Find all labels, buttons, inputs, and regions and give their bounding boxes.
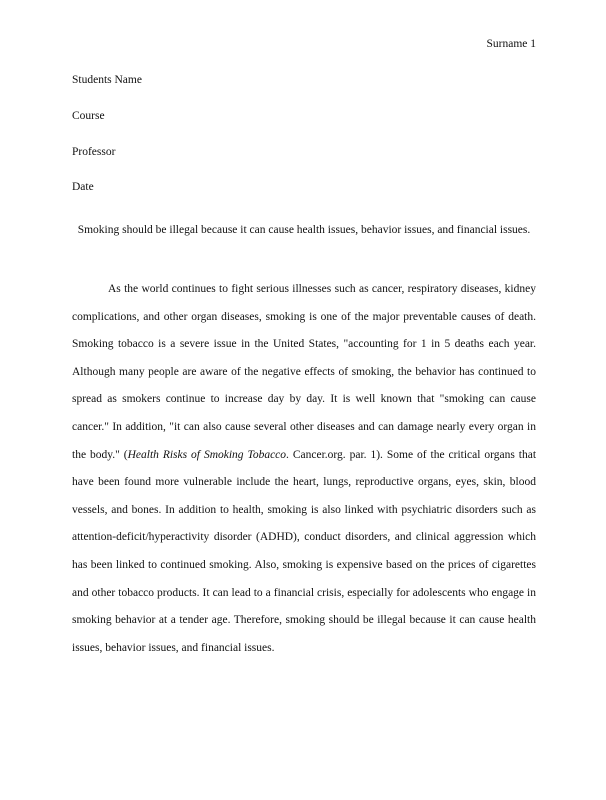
paragraph-text-part2: . Cancer.org. par. 1). Some of the critical organs that have been found more vulnerable include the heart, lungs, reproductive organs, eyes, skin, blood vessels, and bones. In addition to health, smoking is also linked with psychiatric disorders such as attention-deficit/hyperactivity disorder (ADHD), conduct disorders, and clinical aggression which has been linked to continued smoking. Also, smoking is expensive based on the prices of cigarettes and other tobacco products. It can lead to a financial crisis, especially for adolescents who engage in smoking behavior at a tender age. Therefore, smoking should be illegal because it can cause health issues, behavior issues, and financial issues. bbox=[72, 448, 537, 654]
body-paragraph bbox=[72, 276, 536, 662]
student-name: Students Name bbox=[72, 74, 142, 86]
date: Date bbox=[72, 181, 94, 193]
course: Course bbox=[72, 110, 105, 122]
essay-body bbox=[72, 276, 536, 662]
professor: Professor bbox=[72, 146, 116, 158]
essay-title: Smoking should be illegal because it can cause health issues, behavior issues, and financial issues. bbox=[77, 224, 531, 236]
citation-title: Health Risks of Smoking Tobacco bbox=[127, 448, 287, 461]
paragraph-text-part1: As the world continues to fight serious illnesses such as cancer, respiratory diseases, kidney complications, and other organ diseases, smoking is one of the major preventable causes of death. Smoking tobacco is a severe issue in the United States, "accounting for 1 in 5 deaths each year. Although many people are aware of the negative effects of smoking, the behavior has continued to spread as smokers continue to increase day by day. It is well known that "smoking can cause cancer." In addition, "it can also cause several other diseases and can damage nearly every organ in the body." ( bbox=[72, 283, 536, 461]
running-head: Surname 1 bbox=[486, 38, 536, 50]
